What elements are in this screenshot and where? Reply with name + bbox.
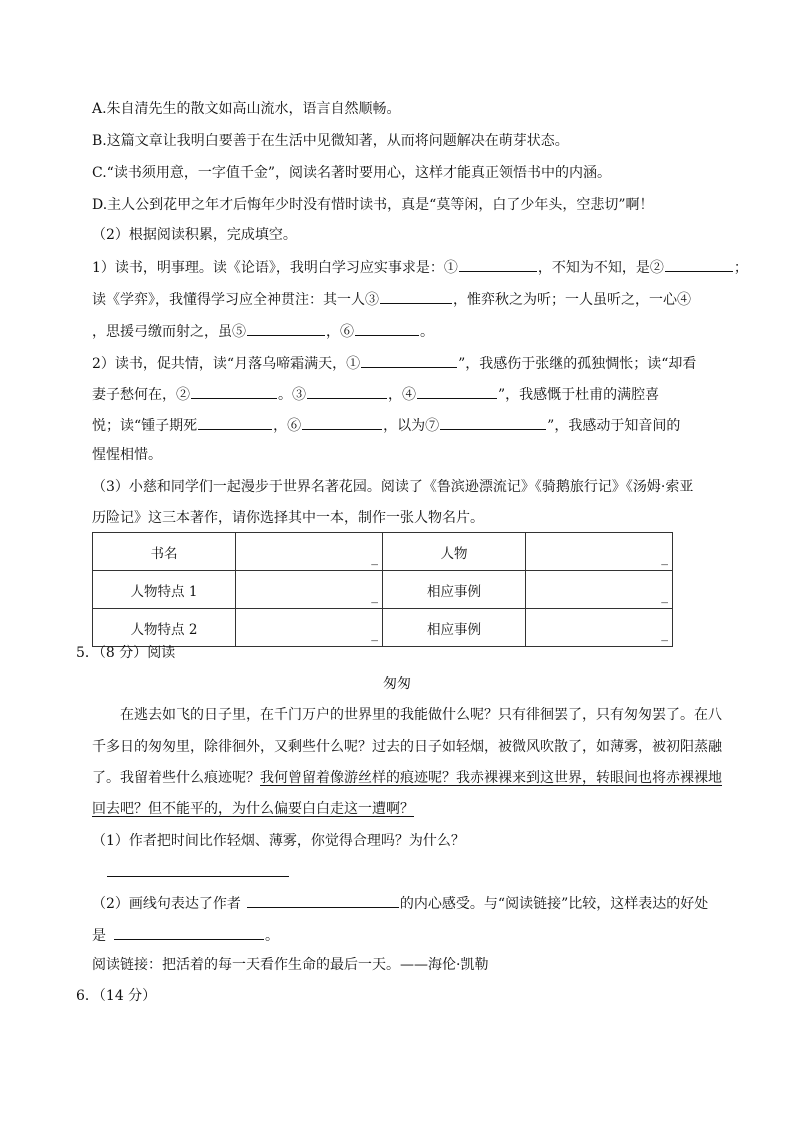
q2-heading: （2）根据阅读积累，完成填空。 [92, 227, 297, 243]
cell-trait2-value[interactable]: _ [236, 609, 383, 647]
q2-s1-line3: ，思援弓缴而射之，虽⑤ ，⑥ 。 [92, 320, 434, 342]
cell-trait2-label: 人物特点 2 [93, 609, 236, 647]
blank-marker: ① [346, 356, 361, 372]
fill-blank[interactable] [247, 892, 399, 908]
passage-line1: 在逃去如飞的日子里，在千门万户的世界里的我能做什么呢？只有徘徊罢了，只有匆匆罢了。在八 [120, 707, 722, 723]
cell-character-value[interactable]: _ [526, 533, 673, 571]
blank-marker: ④ [677, 292, 691, 308]
fill-blank[interactable] [459, 256, 537, 272]
answer-line[interactable] [107, 876, 289, 877]
cell-book-value[interactable]: _ [236, 533, 383, 571]
fill-blank[interactable] [302, 414, 382, 430]
q5-sub1: （1）作者把时间比作轻烟、薄雾，你觉得合理吗？为什么？ [92, 833, 465, 849]
cell-trait1-value[interactable]: _ [236, 571, 383, 609]
passage-line3: 了。我留着些什么痕迹呢？我何曾留着像游丝样的痕迹呢？我赤裸裸来到这世界，转眼间也将赤裸裸地 [92, 770, 722, 786]
cell-trait1-label: 人物特点 1 [93, 571, 236, 609]
q2-s2-line4: 惺惺相惜。 [92, 447, 162, 463]
passage-title: 匆匆 [383, 676, 411, 692]
q5-sub2-line1: （2）画线句表达了作者 的内心感受。与“阅读链接”比较，这样表达的好处 [92, 892, 708, 914]
table-row [93, 533, 673, 571]
table-row [93, 609, 673, 647]
option-c: C.“读书须用意，一字值千金”，阅读名著时要用心，这样才能真正领悟书中的内涵。 [92, 165, 611, 181]
q6-header: 6．（14 分） [76, 988, 157, 1004]
passage-line4 [92, 799, 414, 819]
q2-s1-line1: 1）读书，明事理。读《论语》，我明白学习应实事求是：① ，不知为不知，是② ； [92, 256, 748, 278]
character-card-table [92, 532, 673, 647]
underlined-sentence: 我何曾留着像游丝样的痕迹呢？我赤裸裸来到这世界，转眼间也将赤裸裸地 [260, 770, 722, 786]
fill-blank[interactable] [355, 320, 419, 336]
blank-marker: ② [176, 387, 190, 403]
fill-blank[interactable] [247, 320, 325, 336]
cell-character-label: 人物 [383, 533, 526, 571]
q2-s2-line1: 2）读书，促共情，读“月落乌啼霜满天，① ”，我感伤于张继的孤独惆怅；读“却看 [92, 352, 696, 374]
fill-blank[interactable] [440, 414, 546, 430]
fill-blank[interactable] [198, 414, 272, 430]
fill-blank[interactable] [361, 352, 457, 368]
q3-line2: 历险记》这三本著作，请你选择其中一本，制作一张人物名片。 [92, 510, 484, 526]
blank-marker: ① [443, 260, 458, 276]
blank-marker: ⑤ [232, 324, 246, 340]
q2-s2-line3: 悦；读“锺子期死 ，⑥ ，以为⑦ ”，我感动于知音间的 [92, 414, 680, 436]
fill-blank[interactable] [380, 288, 452, 304]
blank-marker: ② [649, 260, 664, 276]
cell-book-label: 书名 [93, 533, 236, 571]
fill-blank[interactable] [417, 383, 497, 399]
cell-example1-value[interactable]: _ [526, 571, 673, 609]
reading-link: 阅读链接：把活着的每一天看作生命的最后一天。——海伦·凯勒 [92, 957, 489, 973]
underlined-sentence: 回去吧？但不能平的，为什么偏要白白走这一遭啊？ [92, 801, 414, 817]
q3-line1: （3）小慈和同学们一起漫步于世界名著花园。阅读了《鲁滨逊漂流记》《骑鹅旅行记》《汤姆·索亚 [92, 479, 694, 495]
q5-sub2-line2: 是 。 [92, 924, 279, 946]
option-a: A.朱自清先生的散文如高山流水，语言自然顺畅。 [92, 101, 401, 117]
blank-marker: ⑦ [425, 418, 440, 434]
blank-marker: ⑥ [287, 418, 302, 434]
fill-blank[interactable] [307, 383, 387, 399]
fill-blank[interactable] [191, 383, 277, 399]
table-row [93, 571, 673, 609]
blank-marker: ③ [292, 387, 306, 403]
fill-blank[interactable] [665, 256, 733, 272]
blank-marker: ⑥ [340, 324, 354, 340]
passage-line2: 千多日的匆匆里，除徘徊外，又剩些什么呢？过去的日子如轻烟，被微风吹散了，如薄雾，被初阳蒸融 [92, 739, 722, 755]
option-d: D.主人公到花甲之年才后悔年少时没有惜时读书，真是“莫等闲，白了少年头，空悲切”啊！ [92, 197, 654, 213]
blank-marker: ③ [365, 292, 379, 308]
cell-example1-label: 相应事例 [383, 571, 526, 609]
fill-blank[interactable] [114, 924, 264, 940]
q5-header: 5．（8 分）阅读 [76, 645, 176, 661]
option-b: B.这篇文章让我明白要善于在生活中见微知著，从而将问题解决在萌芽状态。 [92, 133, 569, 149]
cell-example2-label: 相应事例 [383, 609, 526, 647]
cell-example2-value[interactable]: _ [526, 609, 673, 647]
q2-s2-line2: 妻子愁何在，② 。③ ，④ ”，我感慨于杜甫的满腔喜 [92, 383, 659, 405]
blank-marker: ④ [402, 387, 416, 403]
q2-s1-line2: 读《学弈》，我懂得学习应全神贯注：其一人③ ，惟弈秋之为听；一人虽听之，一心④ [92, 288, 691, 310]
